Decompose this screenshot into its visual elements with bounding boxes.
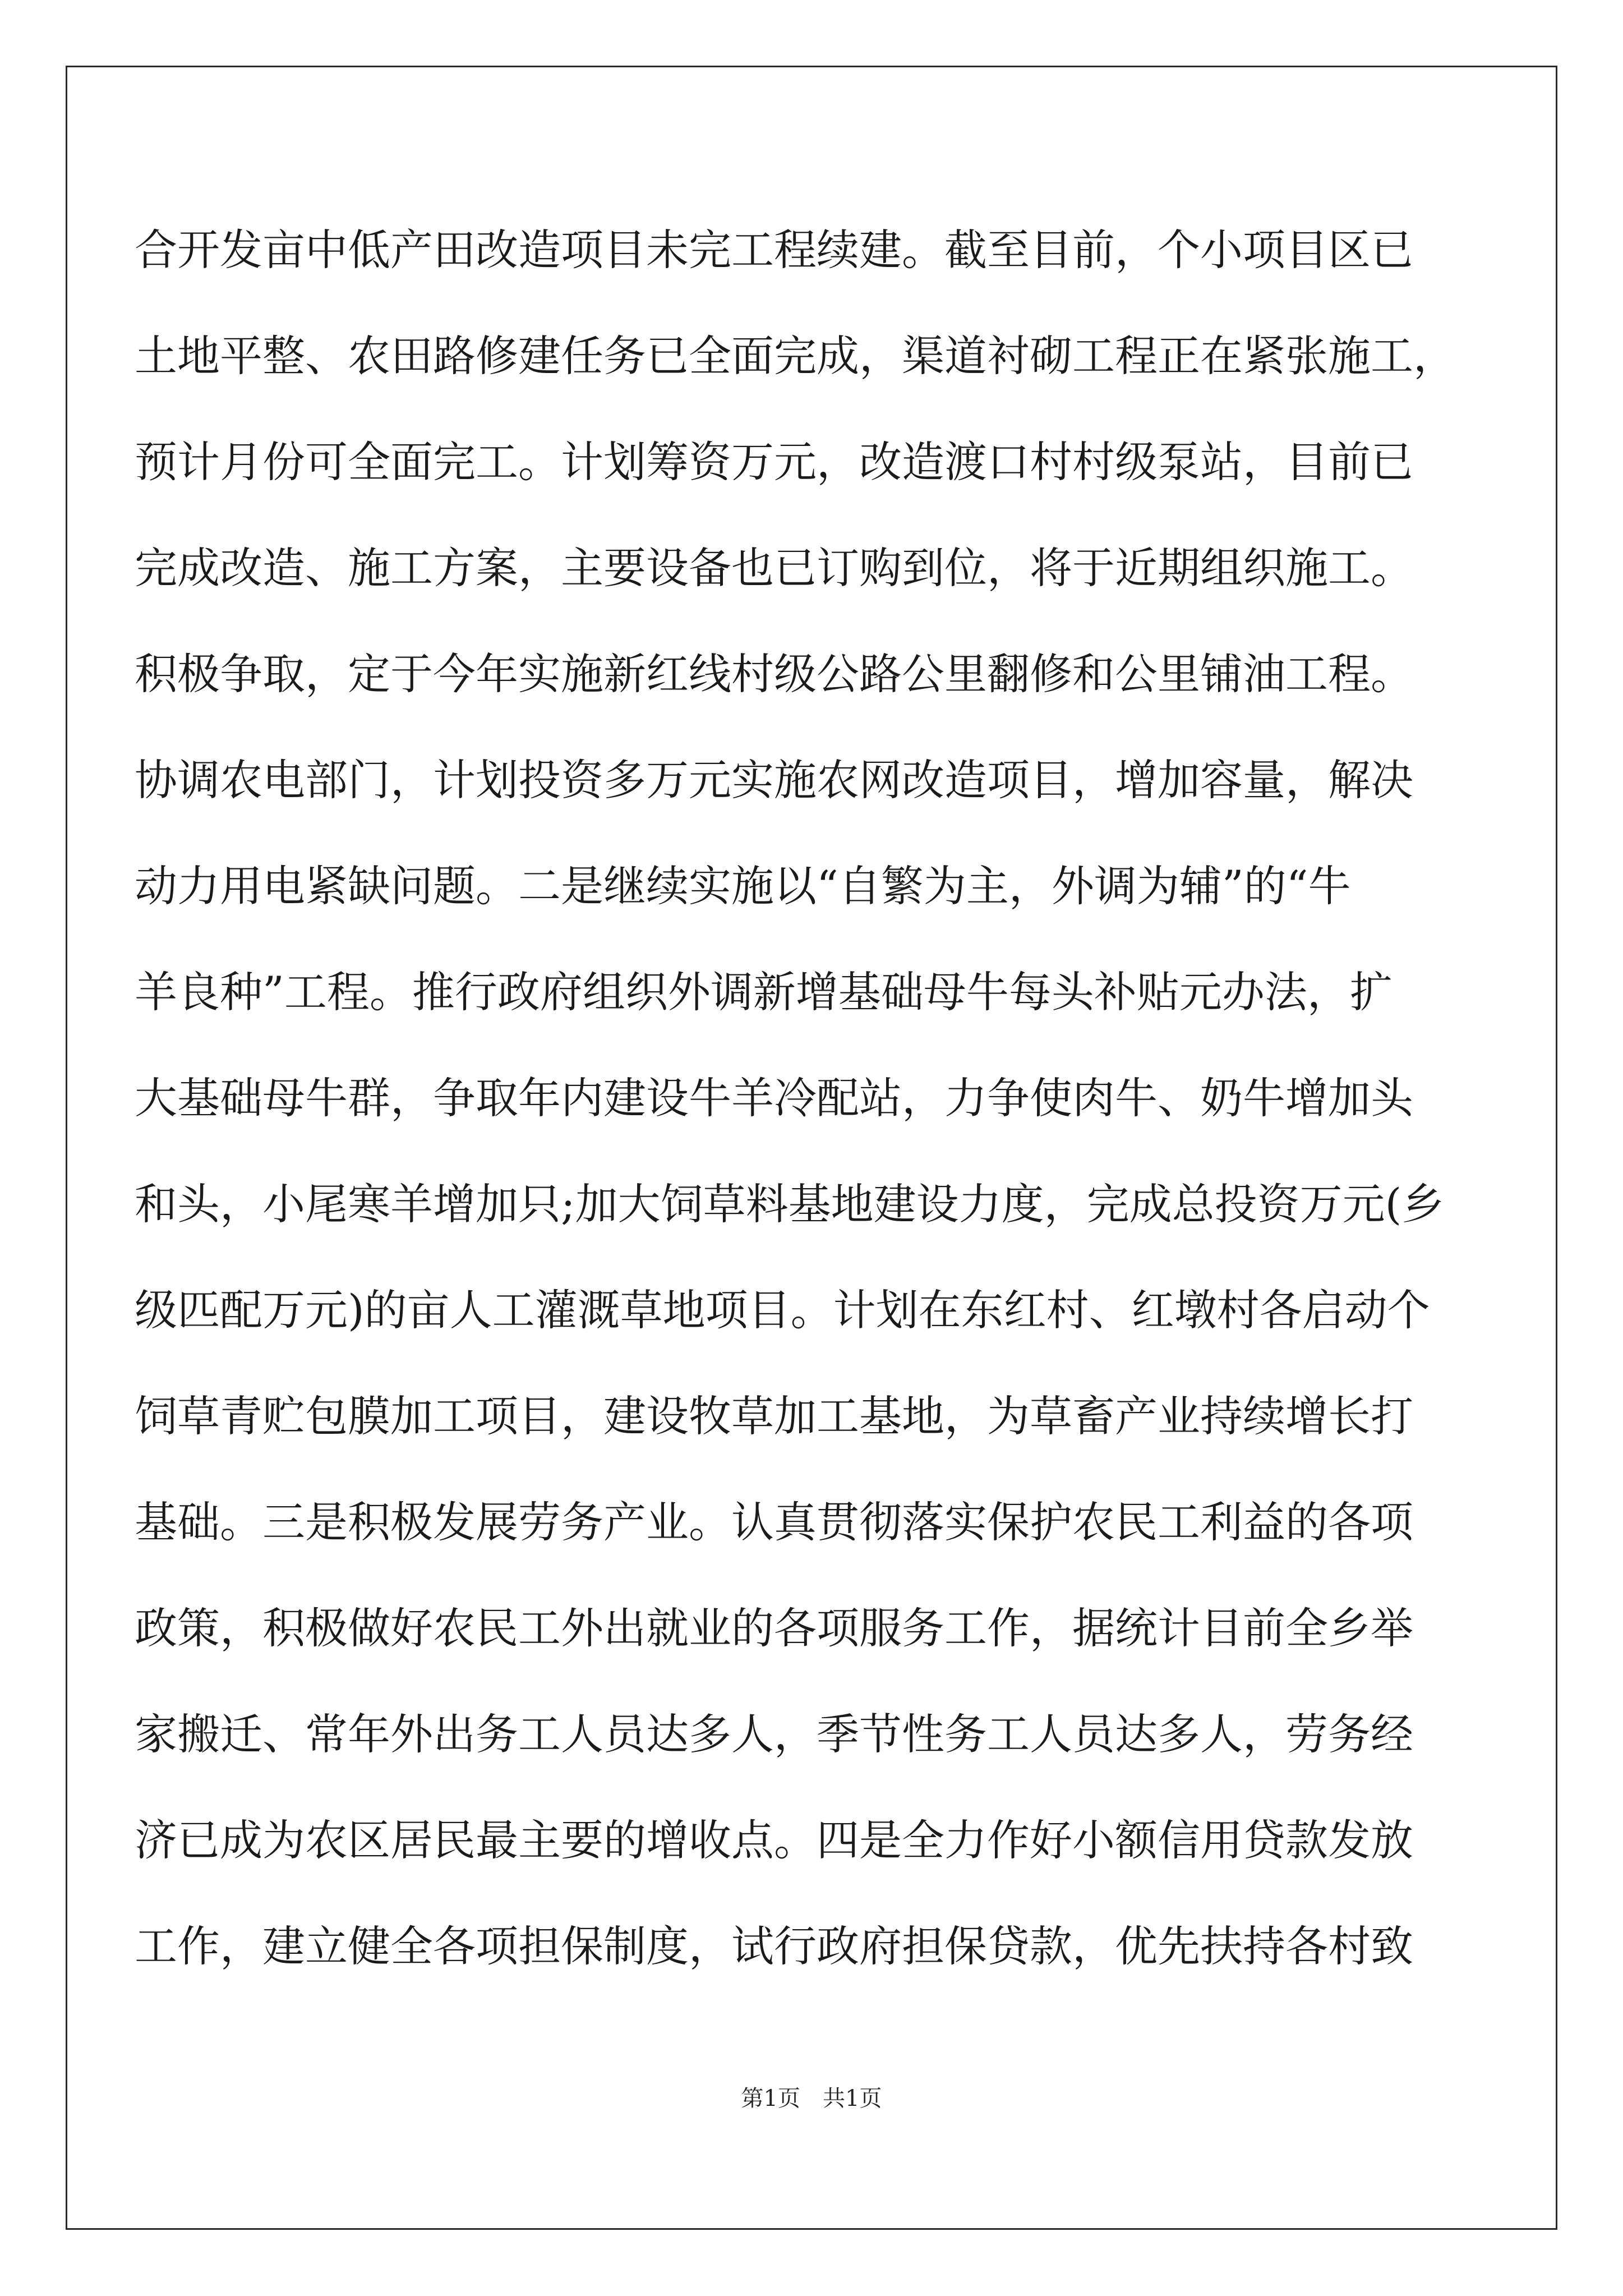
text-line: 预计月份可全面完工。计划筹资万元，改造渡口村村级泵站，目前已: [135, 437, 1413, 487]
text-line: 级匹配万元)的亩人工灌溉草地项目。计划在东红村、红墩村各启动个: [135, 1285, 1430, 1335]
text-line: 济已成为农区居民最主要的增收点。四是全力作好小额信用贷款发放: [135, 1815, 1413, 1865]
text-line: 基础。三是积极发展劳务产业。认真贯彻落实保护农民工利益的各项: [135, 1497, 1413, 1547]
text-line: 动力用电紧缺问题。二是继续实施以“自繁为主，外调为辅”的“牛: [135, 861, 1351, 911]
page-number-footer: 第1页 共1页: [741, 2086, 882, 2111]
text-line: 家搬迁、常年外出务工人员达多人，季节性务工人员达多人，劳务经: [135, 1709, 1413, 1759]
text-line: 工作，建立健全各项担保制度，试行政府担保贷款，优先扶持各村致: [135, 1921, 1413, 1971]
text-line: 和头，小尾寒羊增加只;加大饲草料基地建设力度，完成总投资万元(乡: [135, 1179, 1445, 1229]
text-line: 积极争取，定于今年实施新红线村级公路公里翻修和公里铺油工程。: [135, 649, 1413, 699]
page-border: [66, 66, 1557, 2230]
text-line: 合开发亩中低产田改造项目未完工程续建。截至目前，个小项目区已: [135, 225, 1413, 275]
text-line: 完成改造、施工方案，主要设备也已订购到位，将于近期组织施工。: [135, 543, 1413, 593]
text-line: 大基础母牛群，争取年内建设牛羊冷配站，力争使肉牛、奶牛增加头: [135, 1073, 1413, 1123]
text-line: 羊良种”工程。推行政府组织外调新增基础母牛每头补贴元办法，扩: [135, 967, 1393, 1017]
text-line: 土地平整、农田路修建任务已全面完成，渠道衬砌工程正在紧张施工，: [135, 331, 1456, 381]
text-line: 饲草青贮包膜加工项目，建设牧草加工基地，为草畜产业持续增长打: [135, 1391, 1413, 1441]
text-line: 协调农电部门，计划投资多万元实施农网改造项目，增加容量，解决: [135, 755, 1413, 805]
text-line: 政策，积极做好农民工外出就业的各项服务工作，据统计目前全乡举: [135, 1603, 1413, 1653]
